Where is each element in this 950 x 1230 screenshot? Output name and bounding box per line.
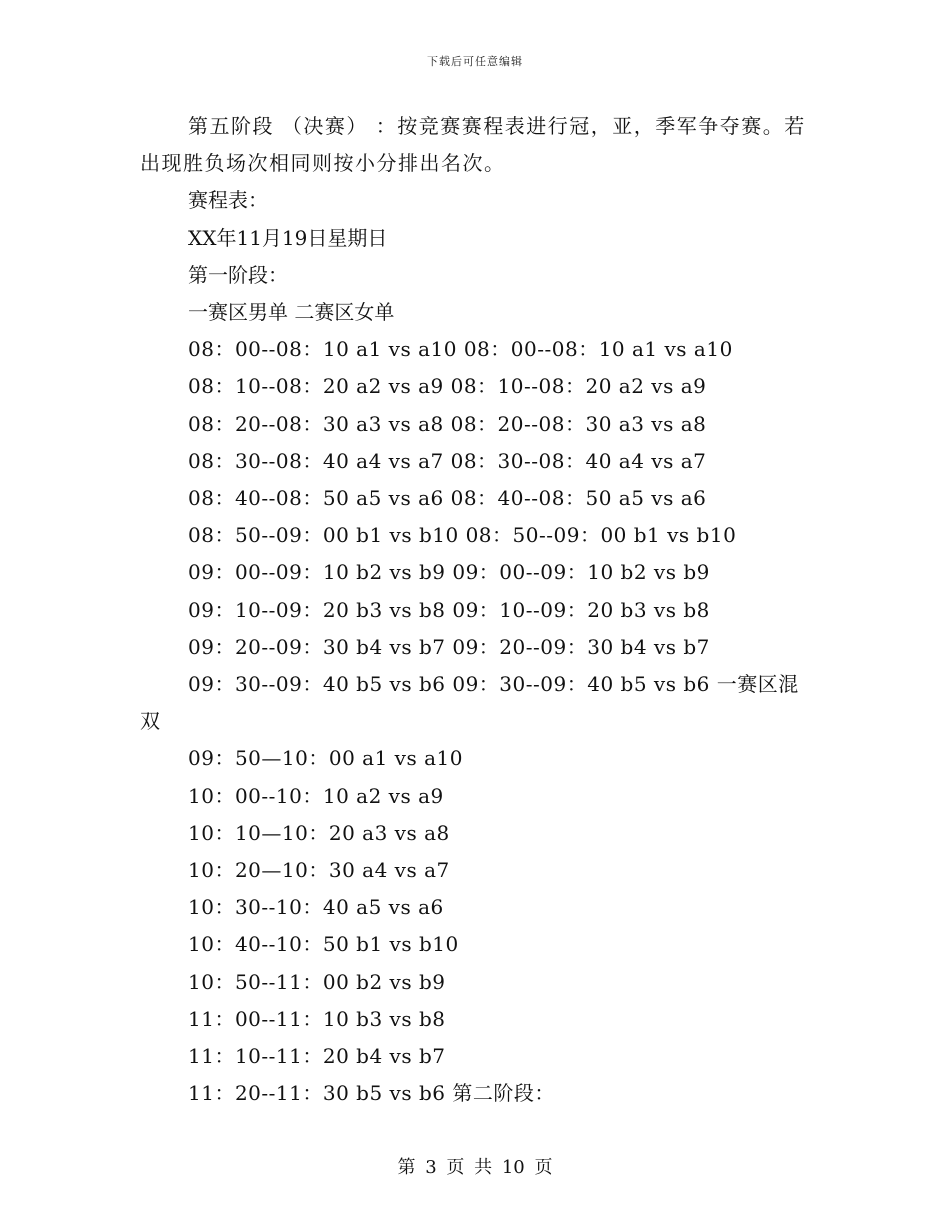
zone-headings: 一赛区男单 二赛区女单	[188, 300, 395, 325]
schedule-line: 09：20--09：30 b4 vs b7 09：20--09：30 b4 vs b7	[188, 634, 710, 659]
page-header: 下载后可任意编辑	[427, 55, 523, 68]
schedule-line: 10：50--11：00 b2 vs b9	[188, 969, 446, 994]
schedule-line: 08：30--08：40 a4 vs a7 08：30--08：40 a4 vs a7	[188, 448, 707, 473]
schedule-line: 09：30--09：40 b5 vs b6 09：30--09：40 b5 vs b6 一赛区混	[188, 672, 799, 697]
schedule-line: 08：40--08：50 a5 vs a6 08：40--08：50 a5 vs a6	[188, 486, 707, 511]
schedule-line: 11：00--11：10 b3 vs b8	[188, 1006, 446, 1031]
schedule-line: 10：30--10：40 a5 vs a6	[188, 895, 444, 920]
schedule-line: 08：00--08：10 a1 vs a10 08：00--08：10 a1 vs a10	[188, 337, 733, 362]
schedule-line: 11：10--11：20 b4 vs b7	[188, 1044, 446, 1069]
schedule-line: 10：10—10：20 a3 vs a8	[188, 820, 450, 845]
schedule-line: 09：10--09：20 b3 vs b8 09：10--09：20 b3 vs b8	[188, 597, 710, 622]
paragraph-final-stage: 第五阶段 （决赛） ：按竞赛赛程表进行冠，亚，季军争夺赛。若出现胜负场次相同则按小分排出名次。	[140, 114, 806, 176]
schedule-line: 08：10--08：20 a2 vs a9 08：10--08：20 a2 vs a9	[188, 374, 707, 399]
schedule-line: 11：20--11：30 b5 vs b6 第二阶段：	[188, 1081, 555, 1106]
schedule-line: 09：00--09：10 b2 vs b9 09：00--09：10 b2 vs b9	[188, 560, 710, 585]
schedule-line: 10：20—10：30 a4 vs a7	[188, 858, 450, 883]
document-body	[140, 108, 810, 1112]
stage-one-label: 第一阶段：	[188, 262, 288, 287]
schedule-line: 09：50—10：00 a1 vs a10	[188, 746, 463, 771]
schedule-date: XX年11月19日星期日	[188, 225, 388, 250]
page-footer: 第 3 页 共 10 页	[397, 1157, 553, 1178]
wrapped-line: 双	[140, 709, 160, 734]
schedule-line: 08：20--08：30 a3 vs a8 08：20--08：30 a3 vs a8	[188, 411, 707, 436]
schedule-line: 10：00--10：10 a2 vs a9	[188, 783, 444, 808]
schedule-label: 赛程表：	[188, 188, 268, 213]
schedule-line: 08：50--09：00 b1 vs b10 08：50--09：00 b1 vs b10	[188, 523, 737, 548]
schedule-line: 10：40--10：50 b1 vs b10	[188, 932, 459, 957]
